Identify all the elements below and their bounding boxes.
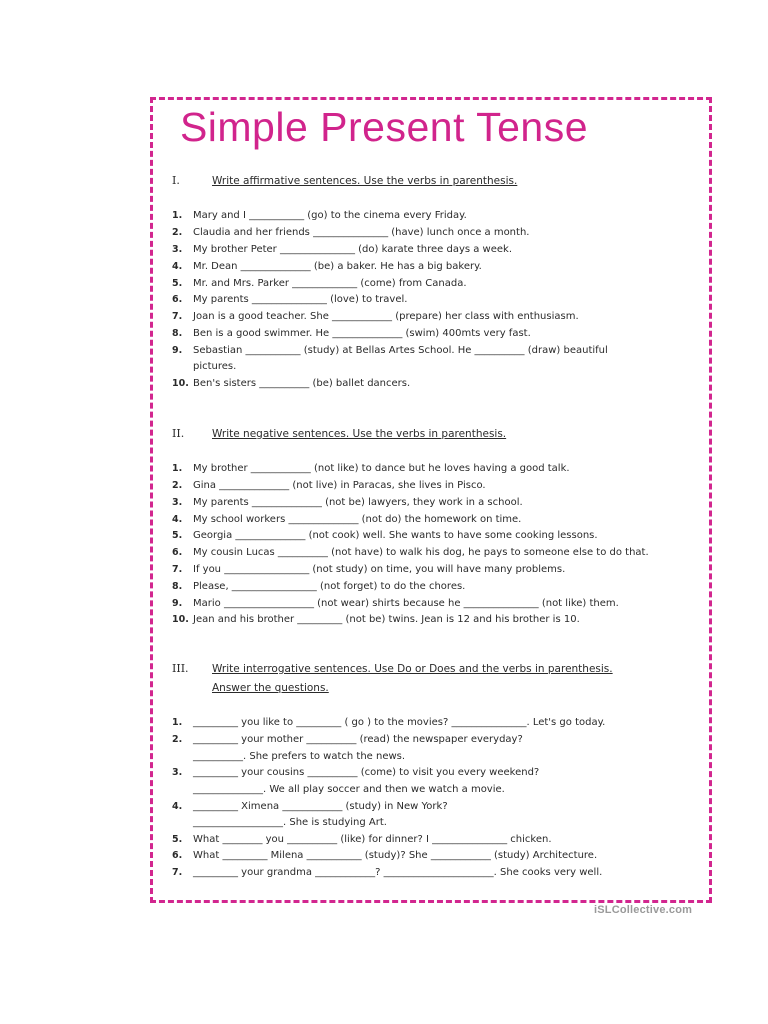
list-item: 8. Ben is a good swimmer. He ______________ (swim) 400mts very fast. xyxy=(172,328,531,339)
section-3-numeral: III. xyxy=(172,662,189,675)
section-3-instruction-2: Answer the questions. xyxy=(212,682,329,694)
section-3-heading xyxy=(172,662,613,675)
list-item: 6. My cousin Lucas __________ (not have) to walk his dog, he pays to someone else to do that. xyxy=(172,547,649,558)
list-item: 5. Georgia ______________ (not cook) well. She wants to have some cooking lessons. xyxy=(172,530,598,541)
list-item-continuation: __________. She prefers to watch the news. xyxy=(193,751,406,762)
list-item: 9. Sebastian ___________ (study) at Bellas Artes School. He __________ (draw) beautiful xyxy=(172,345,608,356)
list-item-continuation: pictures. xyxy=(193,361,237,372)
list-item: 7. If you _________________ (not study) on time, you will have many problems. xyxy=(172,564,566,575)
list-item: 9. Mario __________________ (not wear) shirts because he _______________ (not like) them. xyxy=(172,598,619,609)
list-item: 3. _________ your cousins __________ (come) to visit you every weekend? xyxy=(172,767,540,778)
list-item: 7. Joan is a good teacher. She ____________ (prepare) her class with enthusiasm. xyxy=(172,311,579,322)
list-item: 4. My school workers ______________ (not do) the homework on time. xyxy=(172,514,522,525)
list-item: 10. Jean and his brother _________ (not be) twins. Jean is 12 and his brother is 10. xyxy=(172,614,580,625)
list-item: 5. What ________ you __________ (like) for dinner? I _______________ chicken. xyxy=(172,834,552,845)
list-item: 6. What _________ Milena ___________ (study)? She ____________ (study) Architecture. xyxy=(172,850,598,861)
section-2-heading xyxy=(172,427,506,440)
section-2-numeral: II. xyxy=(172,427,185,440)
list-item: 2. Claudia and her friends _______________ (have) lunch once a month. xyxy=(172,227,530,238)
section-1-numeral: I. xyxy=(172,174,180,187)
list-item: 10. Ben's sisters __________ (be) ballet dancers. xyxy=(172,378,411,389)
section-3-instruction: Write interrogative sentences. Use Do or Does and the verbs in parenthesis. xyxy=(212,663,613,675)
list-item-continuation: __________________. She is studying Art. xyxy=(193,817,387,828)
section-1-heading xyxy=(172,174,517,187)
list-item-continuation: ______________. We all play soccer and then we watch a movie. xyxy=(193,784,505,795)
list-item: 4. _________ Ximena ____________ (study) in New York? xyxy=(172,801,448,812)
section-2-instruction: Write negative sentences. Use the verbs in parenthesis. xyxy=(212,428,507,440)
list-item: 1. My brother ____________ (not like) to dance but he loves having a good talk. xyxy=(172,463,570,474)
list-item: 8. Please, _________________ (not forget) to do the chores. xyxy=(172,581,466,592)
page-title: Simple Present Tense xyxy=(179,104,589,150)
list-item: 2. _________ your mother __________ (read) the newspaper everyday? xyxy=(172,734,523,745)
list-item: 1. _________ you like to _________ ( go ) to the movies? _______________. Let's go today. xyxy=(172,717,606,728)
list-item: 5. Mr. and Mrs. Parker _____________ (come) from Canada. xyxy=(172,278,467,289)
list-item: 7. _________ your grandma ____________? ______________________. She cooks very well. xyxy=(172,867,603,878)
watermark-footer: iSLCollective.com xyxy=(594,904,693,916)
list-item: 6. My parents _______________ (love) to travel. xyxy=(172,294,408,305)
section-1-instruction: Write affirmative sentences. Use the verbs in parenthesis. xyxy=(212,175,518,187)
list-item: 3. My brother Peter _______________ (do) karate three days a week. xyxy=(172,244,513,255)
list-item: 4. Mr. Dean ______________ (be) a baker. He has a big bakery. xyxy=(172,261,482,272)
list-item: 3. My parents ______________ (not be) lawyers, they work in a school. xyxy=(172,497,523,508)
list-item: 2. Gina ______________ (not live) in Paracas, she lives in Pisco. xyxy=(172,480,486,491)
list-item: 1. Mary and I ___________ (go) to the cinema every Friday. xyxy=(172,210,467,221)
